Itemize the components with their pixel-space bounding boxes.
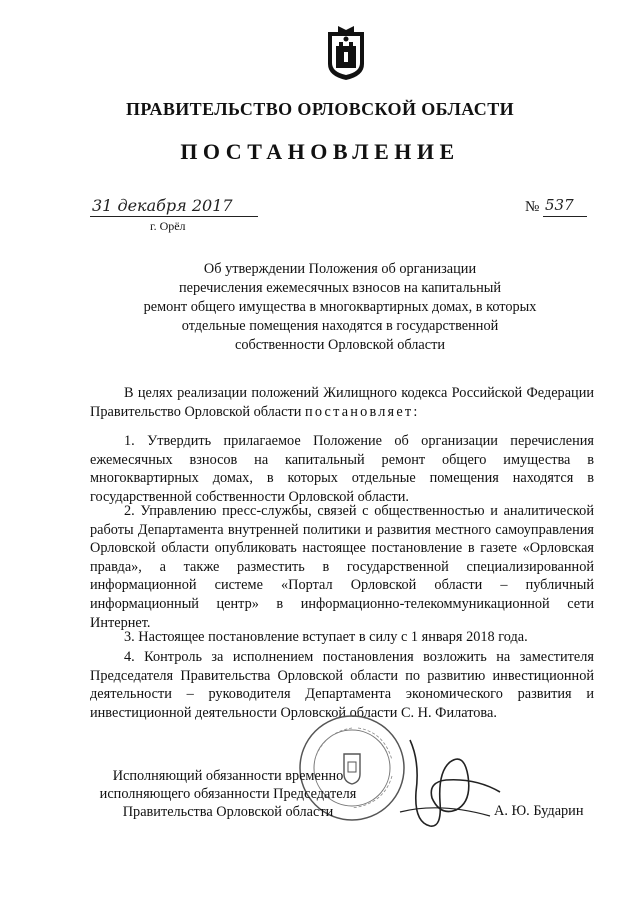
- number-label: №: [525, 199, 540, 215]
- decree-word: постановляет:: [304, 403, 420, 420]
- number-underline: [543, 216, 587, 217]
- item-1-text: 1. Утвердить прилагаемое Положение об организации перечисления ежемесячных взносов на капитальный ремонт общего имущества в многоквартирных домах, в которых отдельные помещения находятся в государственной собственности Орловской области.: [90, 433, 594, 505]
- preamble-text: В целях реализации положений Жилищного кодекса Российской Федерации Правительство Орловской области: [90, 385, 594, 420]
- subject-line: ремонт общего имущества в многоквартирных домах, в которых: [143, 299, 537, 315]
- signatory-title: [78, 767, 378, 821]
- subject-line: собственности Орловской области: [235, 337, 445, 353]
- item-2-paragraph: [90, 502, 594, 632]
- city-label: г. Орёл: [150, 219, 186, 233]
- item-3-text: 3. Настоящее постановление вступает в силу с 1 января 2018 года.: [124, 629, 528, 645]
- signatory-name: А. Ю. Бударин: [494, 803, 584, 819]
- document-subject: [120, 260, 560, 355]
- item-2-text: 2. Управлению пресс-службы, связей с общественностью и аналитической работы Департамента внутренней политики и развития местного самоуправления Орловской области опубликовать настоящее постановление в газете «Орловская правда», а также разместить в государственной специализированной информационной системе «Портал Орловской области – публичный информационный центр» в информационно-телекоммуникационной сети Интернет.: [90, 503, 594, 631]
- handwritten-number: 537: [545, 196, 574, 214]
- orel-coat-of-arms-icon: [324, 24, 368, 82]
- signatory-line: Правительства Орловской области: [122, 804, 334, 820]
- item-3-paragraph: [90, 628, 594, 647]
- date-underline: [90, 216, 258, 217]
- signatory-line: исполняющего обязанности Председателя: [99, 786, 357, 802]
- signatory-line: Исполняющий обязанности временно: [112, 768, 344, 784]
- item-1-paragraph: [90, 432, 594, 506]
- subject-line: Об утверждении Положения об организации: [203, 261, 477, 277]
- item-4-text: 4. Контроль за исполнением постановления возложить на заместителя Председателя Правительства Орловской области по развитию инвестиционной деятельности – руководителя Департамента экономического развития и инвестиционной деятельности Орловской области С. Н. Филатова.: [90, 649, 594, 721]
- subject-line: перечисления ежемесячных взносов на капитальный: [178, 280, 502, 296]
- preamble-paragraph: [90, 384, 594, 421]
- document-type-title: ПОСТАНОВЛЕНИЕ: [180, 139, 460, 164]
- handwritten-date: 31 декабря 2017: [92, 196, 233, 215]
- government-title: ПРАВИТЕЛЬСТВО ОРЛОВСКОЙ ОБЛАСТИ: [125, 99, 515, 119]
- subject-line: отдельные помещения находятся в государственной: [181, 318, 499, 334]
